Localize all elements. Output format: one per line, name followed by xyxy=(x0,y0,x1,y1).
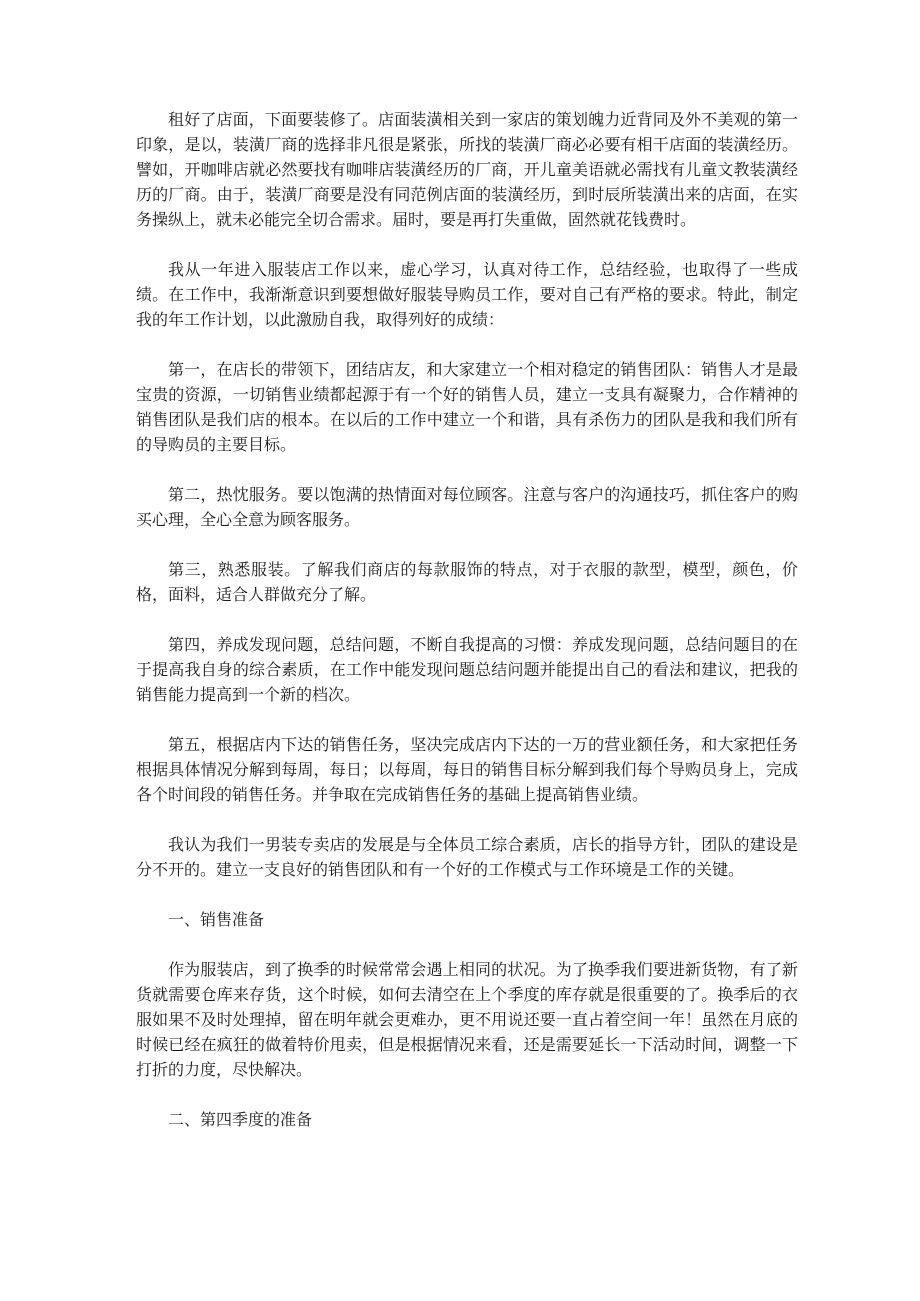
paragraph-point-one: 第一，在店长的带领下，团结店友，和大家建立一个相对稳定的销售团队：销售人才是最宝贵的资源，一切销售业绩都起源于有一个好的销售人员，建立一支具有凝聚力，合作精神的销售团队是我们店的根本。在以后的工作中建立一个和谐，具有杀伤力的团队是我和我们所有的导购员的主要目标。 xyxy=(136,360,798,454)
paragraph-store-decoration: 租好了店面，下面要装修了。店面装潢相关到一家店的策划魄力近背同及外不美观的第一印象，是以，装潢厂商的选择非凡很是紧张，所找的装潢厂商必必要有相干店面的装潢经历。譬如，开咖啡店就必然要找有咖啡店装潢经历的厂商，开儿童美语就必需找有儿童文教装潢经历的厂商。由于，装潢厂商要是没有同范例店面的装潢经历，到时辰所装潢出来的店面，在实务操纵上，就未必能完全切合需求。届时，要是再打失重做，固然就花钱费时。 xyxy=(136,110,798,229)
paragraph-point-five: 第五，根据店内下达的销售任务，坚决完成店内下达的一万的营业额任务，和大家把任务根据具体情况分解到每周，每日；以每周，每日的销售目标分解到我们每个导购员身上，完成各个时间段的销售任务。并争取在完成销售任务的基础上提高销售业绩。 xyxy=(136,735,798,804)
section-heading-fourth-quarter: 二、第四季度的准备 xyxy=(168,1110,313,1129)
paragraph-point-three: 第三，熟悉服装。了解我们商店的每款服饰的特点，对于衣服的款型，模型，颜色，价格，面料，适合人群做充分了解。 xyxy=(136,560,798,604)
section-heading-sales-preparation: 一、销售准备 xyxy=(168,910,265,929)
paragraph-point-four: 第四，养成发现问题，总结问题，不断自我提高的习惯：养成发现问题，总结问题目的在于提高我自身的综合素质，在工作中能发现问题总结问题并能提出自己的看法和建议，把我的销售能力提高到一个新的档次。 xyxy=(136,635,798,704)
paragraph-season-change: 作为服装店，到了换季的时候常常会遇上相同的状况。为了换季我们要进新货物，有了新货就需要仓库来存货，这个时候，如何去清空在上个季度的库存就是很重要的了。换季后的衣服如果不及时处理掉，留在明年就会更难办，更不用说还要一直占着空间一年！虽然在月底的时候已经在疯狂的做着特价甩卖，但是根据情况来看，还是需要延长一下活动时间，调整一下打折的力度，尽快解决。 xyxy=(136,960,798,1079)
paragraph-point-two: 第二，热忱服务。要以饱满的热情面对每位顾客。注意与客户的沟通技巧，抓住客户的购买心理，全心全意为顾客服务。 xyxy=(136,485,798,529)
paragraph-team-development: 我认为我们一男装专卖店的发展是与全体员工综合素质，店长的指导方针，团队的建设是分不开的。建立一支良好的销售团队和有一个好的工作模式与工作环境是工作的关键。 xyxy=(136,835,798,879)
document-body xyxy=(136,107,798,1157)
paragraph-work-intro: 我从一年进入服装店工作以来，虚心学习，认真对待工作，总结经验，也取得了一些成绩。在工作中，我渐渐意识到要想做好服装导购员工作，要对自己有严格的要求。特此，制定我的年工作计划，以此激励自我，取得列好的成绩： xyxy=(136,260,798,329)
